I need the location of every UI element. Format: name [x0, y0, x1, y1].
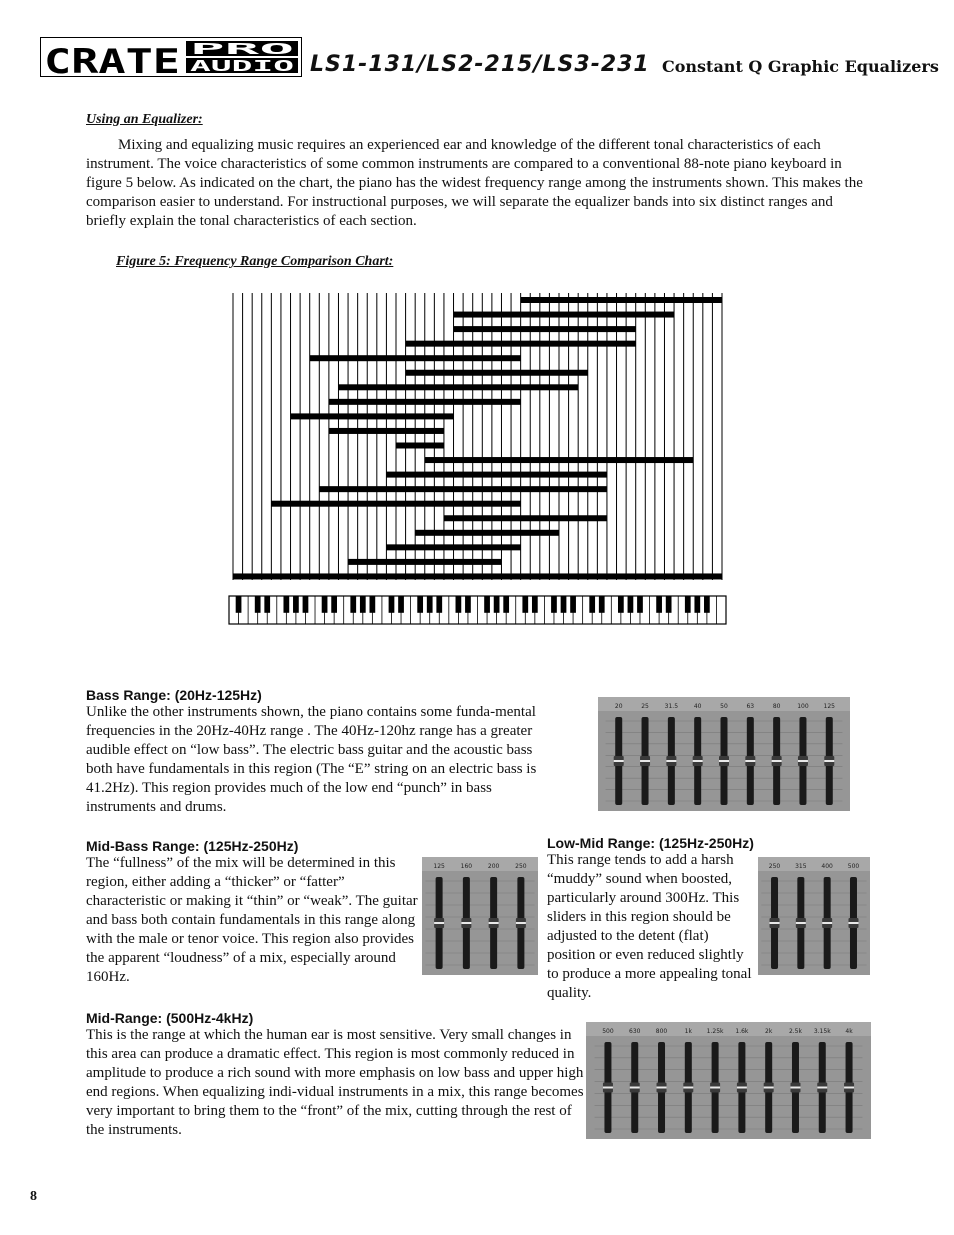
fader-label: 315 — [795, 863, 807, 870]
fader-label: 2k — [765, 1028, 773, 1035]
mid-bass-fader-photo — [422, 857, 538, 975]
low-mid-fader-photo — [758, 857, 870, 975]
fader-label: 3.15k — [813, 1028, 831, 1035]
black-key — [369, 596, 375, 613]
fader-label: 4k — [845, 1028, 853, 1035]
model-title: LS1-131/LS2-215/LS3-231 — [310, 52, 650, 77]
fader-bank — [758, 857, 870, 975]
fader-label: 200 — [487, 863, 500, 870]
fader-knob-line — [844, 1087, 854, 1089]
bass-fader-photo — [598, 697, 850, 811]
black-key — [436, 596, 442, 613]
bass-range-text: Unlike the other instruments shown, the piano contains some funda-mental frequencies in the 20Hz-40Hz range . The 40Hz-120hz range has a greater audible effect on “low bass”. The electric bass guitar and the acoustic bass both have fundamentals in this region (The “E” string on an electric bass is 41.2Hz). This region provides much of the low end “punch” in bass instruments and drums. — [86, 704, 537, 815]
logo-sub-bottom: AUDIO — [190, 57, 294, 75]
fader-label: 800 — [655, 1028, 668, 1035]
range-bar — [396, 443, 444, 449]
fader-knob-line — [516, 922, 526, 924]
fader-knob-line — [461, 922, 471, 924]
range-bar — [521, 297, 722, 303]
black-key — [331, 596, 337, 613]
black-key — [236, 596, 242, 613]
black-key — [666, 596, 672, 613]
fader-label: 25 — [641, 703, 649, 710]
black-key — [532, 596, 538, 613]
mid-bass-range-text: The “fullness” of the mix will be determined in this region, either adding a “thicker” or “fatter” characteristic or making it “thin” or “weak”. The guitar and bass both contain fundamentals in this range along with the male or tenor voice. This region also provides the apparent “loudness” of a mix, especially around 160Hz. — [86, 855, 418, 985]
black-key — [350, 596, 356, 613]
intro-paragraph: Mixing and equalizing music requires an experienced ear and knowledge of the different tonal characteristics of each instrument. The voice characteristics of some common instruments are compared to a conventional 88-note piano keyboard in figure 5 below. As indicated on the chart, the piano has the widest frequency range among the instruments shown. This makes the comparison easier to understand. For instructional purposes, we will separate the equalizer bands into six distinct ranges and briefly explain the tonal characteristics of each section. — [86, 137, 863, 229]
page-number: 8 — [30, 1189, 37, 1204]
fader-bank — [422, 857, 538, 975]
piano-keyboard — [229, 596, 726, 624]
range-bar — [386, 472, 607, 478]
black-key — [322, 596, 328, 613]
range-bar — [329, 399, 521, 405]
fader-label: 250 — [515, 863, 527, 870]
figure-caption: Figure 5: Frequency Range Comparison Chart: — [116, 254, 394, 269]
black-key — [656, 596, 662, 613]
fader-knob-line — [745, 760, 755, 762]
black-key — [551, 596, 557, 613]
black-key — [484, 596, 490, 613]
range-bar — [348, 559, 501, 565]
range-bar — [386, 544, 520, 550]
black-key — [427, 596, 433, 613]
fader-label: 1k — [684, 1028, 692, 1035]
black-key — [694, 596, 700, 613]
fader-label: 31.5 — [664, 703, 679, 710]
range-bar — [425, 457, 693, 463]
range-bar — [233, 573, 722, 579]
fader-knob-line — [719, 760, 729, 762]
range-bar — [329, 428, 444, 434]
mid-range-section — [86, 1010, 586, 1140]
mid-range-heading: Mid-Range: (500Hz-4kHz) — [86, 1010, 254, 1026]
chart-canvas — [225, 290, 730, 630]
fader-label: 630 — [629, 1028, 641, 1035]
fader-label: 1.25k — [706, 1028, 724, 1035]
fader-bank — [598, 697, 850, 811]
black-key — [264, 596, 270, 613]
black-key — [618, 596, 624, 613]
black-key — [561, 596, 567, 613]
fader-label: 100 — [797, 703, 809, 710]
black-key — [293, 596, 299, 613]
black-key — [704, 596, 710, 613]
fader-knob-line — [798, 760, 808, 762]
fader-knob-line — [630, 1087, 640, 1089]
fader-knob-line — [693, 760, 703, 762]
fader-knob-line — [666, 760, 676, 762]
fader-knob-line — [657, 1087, 667, 1089]
black-key — [255, 596, 261, 613]
fader-label: 80 — [772, 703, 781, 710]
fader-label: 2.5k — [788, 1028, 802, 1035]
fader-knob-line — [822, 922, 832, 924]
logo-sub-top: PRO — [190, 40, 294, 58]
fader-knob-line — [434, 922, 444, 924]
black-key — [360, 596, 366, 613]
black-key — [637, 596, 643, 613]
fader-label: 20 — [614, 703, 623, 710]
black-key — [503, 596, 509, 613]
fader-knob-line — [710, 1087, 720, 1089]
fader-label: 500 — [602, 1028, 614, 1035]
low-mid-range-text: This range tends to add a harsh “muddy” sound when boosted, particularly around 300Hz. This sliders in this region should be adjusted to the detent (flat) position or even reduced slightly to produce a more appealing tonal quality. — [547, 852, 752, 1001]
section-heading-using-eq: Using an Equalizer: — [86, 112, 203, 127]
fader-label: 500 — [847, 863, 860, 870]
mid-range-text: This is the range at which the human ear is most sensitive. Very small changes in this area can produce a dramatic effect. This region is most commonly reduced in amplitude to produce a rich sound with more emphasis on low bass and upper high end regions. When equalizing indi-vidual instruments in a mix, this range becomes very important to bring them to the “front” of the mix, cutting through the rest of the instruments. — [86, 1027, 584, 1138]
fader-label: 1.6k — [735, 1028, 749, 1035]
black-key — [465, 596, 471, 613]
mid-range-fader-photo — [586, 1022, 871, 1139]
mid-bass-range-heading: Mid-Bass Range: (125Hz-250Hz) — [86, 838, 299, 854]
range-bar — [415, 530, 559, 536]
bass-range-section — [86, 687, 556, 817]
fader-knob-line — [683, 1087, 693, 1089]
frequency-range-chart — [225, 290, 730, 630]
range-bar — [454, 326, 636, 332]
fader-knob-line — [770, 922, 780, 924]
black-key — [303, 596, 309, 613]
mid-bass-range-section — [86, 838, 421, 987]
range-bar — [444, 515, 607, 521]
intro-text — [86, 136, 876, 231]
range-bar — [291, 413, 454, 419]
fader-knob-line — [764, 1087, 774, 1089]
black-key — [589, 596, 595, 613]
fader-knob-line — [817, 1087, 827, 1089]
fader-bank — [586, 1022, 871, 1139]
black-key — [494, 596, 500, 613]
low-mid-range-section — [547, 835, 759, 1003]
crate-pro-audio-logo — [40, 37, 302, 77]
range-bar — [310, 355, 521, 361]
fader-label: 250 — [768, 863, 781, 870]
low-mid-range-heading: Low-Mid Range: (125Hz-250Hz) — [547, 835, 754, 851]
fader-label: 160 — [460, 863, 473, 870]
fader-knob-line — [772, 760, 782, 762]
range-bar — [338, 384, 578, 390]
black-key — [628, 596, 634, 613]
fader-knob-line — [603, 1087, 613, 1089]
fader-knob-line — [640, 760, 650, 762]
fader-knob-line — [796, 922, 806, 924]
black-key — [283, 596, 289, 613]
black-key — [417, 596, 423, 613]
range-bar — [271, 501, 520, 507]
fader-label: 63 — [746, 703, 755, 710]
range-bar — [406, 370, 588, 376]
fader-knob-line — [790, 1087, 800, 1089]
fader-label: 40 — [693, 703, 702, 710]
fader-label: 125 — [433, 863, 445, 870]
fader-knob-line — [737, 1087, 747, 1089]
fader-knob-line — [848, 922, 858, 924]
product-subtitle: Constant Q Graphic Equalizers — [662, 57, 939, 76]
logo-brand-word: CRATE — [44, 42, 180, 77]
black-key — [522, 596, 528, 613]
black-key — [389, 596, 395, 613]
bass-range-heading: Bass Range: (20Hz-125Hz) — [86, 687, 262, 703]
black-key — [456, 596, 462, 613]
range-bar — [319, 486, 607, 492]
fader-label: 400 — [821, 863, 833, 870]
fader-label: 125 — [823, 703, 836, 710]
fader-knob-line — [824, 760, 834, 762]
black-key — [685, 596, 691, 613]
fader-knob-line — [614, 760, 624, 762]
fader-knob-line — [489, 922, 499, 924]
range-bar — [454, 312, 675, 318]
range-bar — [406, 341, 636, 347]
black-key — [599, 596, 605, 613]
black-key — [570, 596, 576, 613]
fader-label: 50 — [720, 703, 728, 710]
black-key — [398, 596, 404, 613]
